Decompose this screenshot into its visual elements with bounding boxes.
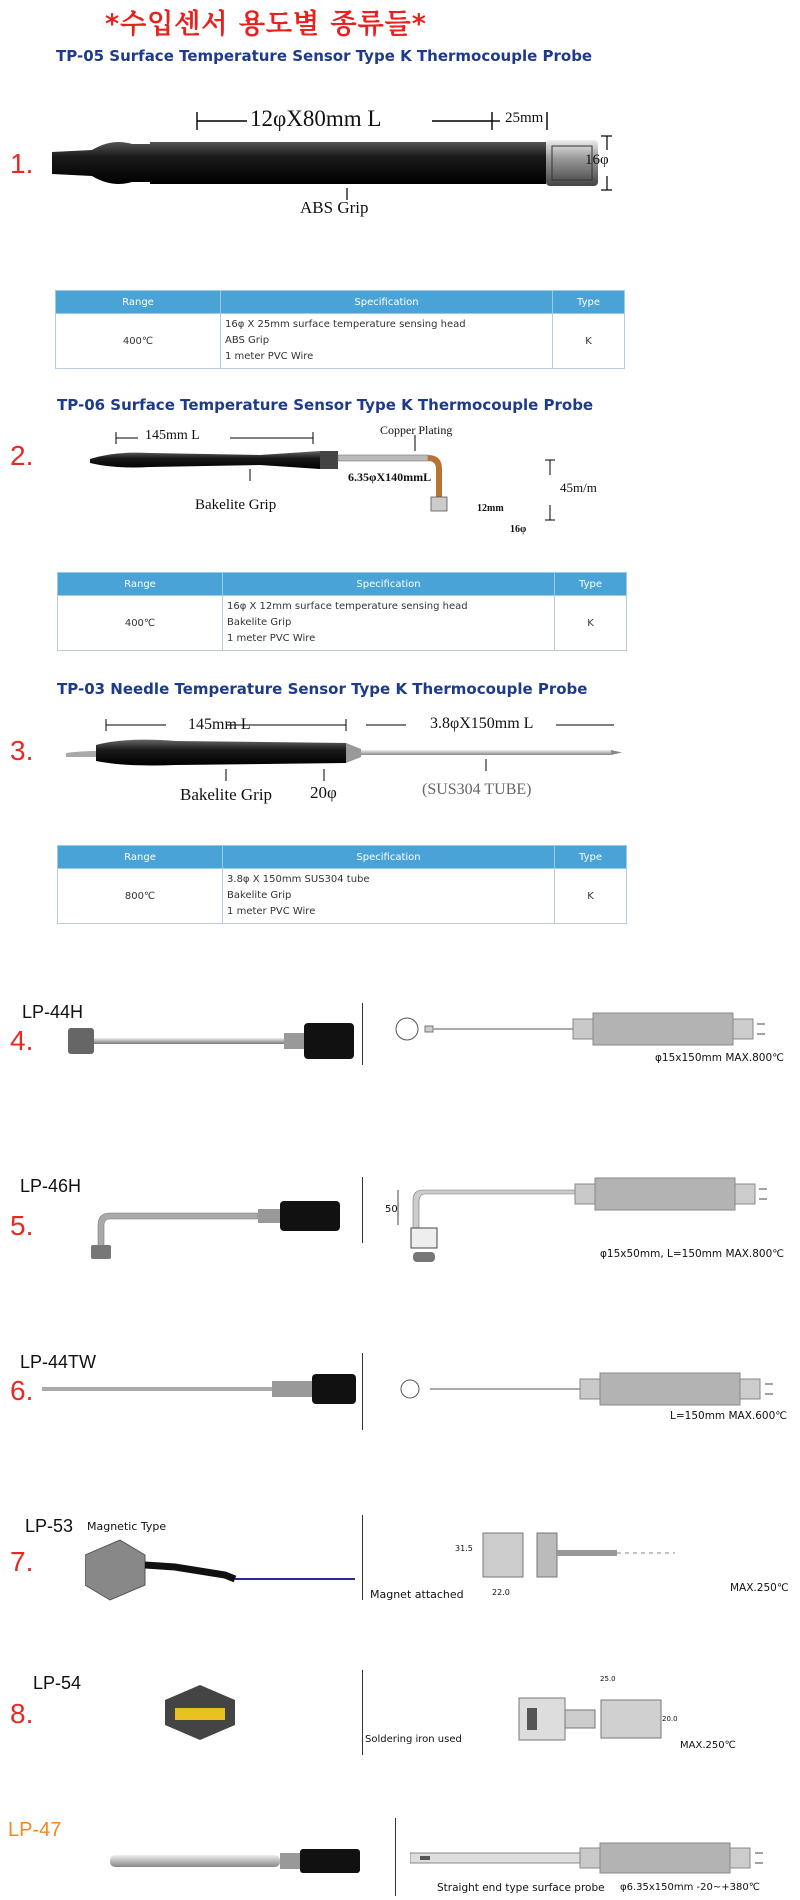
tp05-grip-label: ABS Grip xyxy=(300,198,369,217)
lp47-model: LP-47 xyxy=(8,1819,62,1841)
lp53-note: Magnet attached xyxy=(370,1588,464,1601)
probe-4-number: 4. xyxy=(10,1025,34,1056)
spec-line: 1 meter PVC Wire xyxy=(225,351,314,362)
divider xyxy=(362,1177,363,1243)
spec-line: Bakelite Grip xyxy=(227,617,292,628)
tp06-spec-table xyxy=(57,572,627,651)
spec-line: 1 meter PVC Wire xyxy=(227,633,316,644)
tp06-tube-label: 6.35φX140mmL xyxy=(348,470,432,484)
probe-5-number: 5. xyxy=(10,1210,34,1241)
tp03-probe-diagram xyxy=(66,715,626,795)
section-3-title: TP-03 Needle Temperature Sensor Type K Thermocouple Probe xyxy=(57,680,588,698)
lp53-photo xyxy=(85,1535,355,1605)
lp53-caption: MAX.250℃ xyxy=(730,1582,789,1594)
divider xyxy=(362,1003,363,1065)
tp05-dia-label: 16φ xyxy=(585,152,609,168)
lp54-dim-a: 25.0 xyxy=(600,1675,616,1683)
table-cell-range: 400℃ xyxy=(58,596,223,651)
tp05-length-label: 12φX80mm L xyxy=(250,106,382,131)
lp44tw-drawing xyxy=(395,1365,795,1415)
tp03-length-label: 145mm L xyxy=(188,716,251,733)
table-header-range: Range xyxy=(58,573,223,596)
lp44h-caption: φ15x150mm MAX.800℃ xyxy=(655,1052,784,1064)
table-header-range: Range xyxy=(56,291,221,314)
page-title: *수입센서 용도별 종류들* xyxy=(105,9,427,40)
table-cell-range: 800℃ xyxy=(58,869,223,924)
lp47-note: Straight end type surface probe xyxy=(437,1882,605,1894)
tp06-height-label: 45m/m xyxy=(560,480,597,495)
tp03-tube-label: 3.8φX150mm L xyxy=(430,715,534,732)
spec-line: Bakelite Grip xyxy=(227,890,292,901)
table-cell-spec xyxy=(221,314,553,369)
lp47-photo xyxy=(110,1845,370,1880)
table-header-range: Range xyxy=(58,846,223,869)
lp44h-model: LP-44H xyxy=(22,1002,84,1022)
table-header-type: Type xyxy=(555,573,627,596)
lp44tw-model: LP-44TW xyxy=(20,1352,97,1372)
tp05-head-label: 25mm xyxy=(505,110,544,126)
table-header-type: Type xyxy=(555,846,627,869)
table-cell-type: K xyxy=(553,314,625,369)
lp46h-caption: φ15x50mm, L=150mm MAX.800℃ xyxy=(600,1248,785,1260)
tp06-head-label: 12mm xyxy=(477,503,504,514)
lp44h-drawing xyxy=(395,1005,795,1055)
tp03-material-label: (SUS304 TUBE) xyxy=(422,781,532,798)
lp44tw-caption: L=150mm MAX.600℃ xyxy=(670,1410,788,1422)
lp46h-photo xyxy=(88,1195,358,1265)
table-cell-type: K xyxy=(555,869,627,924)
section-3-number: 3. xyxy=(10,735,34,766)
lp54-photo xyxy=(160,1680,240,1745)
spec-line: 1 meter PVC Wire xyxy=(227,906,316,917)
divider xyxy=(395,1818,396,1896)
lp54-dim-b: 20.0 xyxy=(662,1715,678,1723)
tp06-dia-label: 16φ xyxy=(510,524,527,535)
lp54-model: LP-54 xyxy=(33,1673,82,1693)
tp03-spec-table xyxy=(57,845,627,924)
table-header-spec: Specification xyxy=(223,846,555,869)
probe-8-number: 8. xyxy=(10,1698,34,1729)
divider xyxy=(362,1515,363,1600)
spec-line: ABS Grip xyxy=(225,335,270,346)
lp53-subtitle: Magnetic Type xyxy=(87,1520,167,1533)
tp03-grip-label: Bakelite Grip xyxy=(180,785,273,804)
lp54-note: Soldering iron used xyxy=(365,1734,462,1745)
section-1-title: TP-05 Surface Temperature Sensor Type K Thermocouple Probe xyxy=(56,47,593,65)
probe-6-number: 6. xyxy=(10,1375,34,1406)
divider xyxy=(362,1353,363,1430)
table-cell-type: K xyxy=(555,596,627,651)
lp53-dim-a: 31.5 xyxy=(455,1544,473,1553)
table-header-spec: Specification xyxy=(223,573,555,596)
section-1-number: 1. xyxy=(10,148,34,179)
lp46h-model: LP-46H xyxy=(20,1176,82,1196)
divider xyxy=(362,1670,363,1755)
lp44h-photo xyxy=(68,1015,358,1075)
lp54-drawing xyxy=(515,1690,675,1750)
tp06-grip-label: Bakelite Grip xyxy=(195,497,277,513)
table-cell-range: 400℃ xyxy=(56,314,221,369)
section-2-number: 2. xyxy=(10,440,34,471)
lp47-caption: φ6.35x150mm -20~+380℃ xyxy=(620,1882,760,1893)
tp05-spec-table xyxy=(55,290,625,369)
lp46h-dim: 50 xyxy=(385,1204,398,1215)
table-header-spec: Specification xyxy=(221,291,553,314)
table-cell-spec xyxy=(223,869,555,924)
lp47-drawing xyxy=(410,1838,790,1878)
tp06-plating-label: Copper Plating xyxy=(380,423,453,437)
lp44tw-photo xyxy=(42,1365,358,1415)
tp03-dia-label: 20φ xyxy=(310,783,337,802)
spec-line: 3.8φ X 150mm SUS304 tube xyxy=(227,874,370,885)
table-header-type: Type xyxy=(553,291,625,314)
lp54-caption: MAX.250℃ xyxy=(680,1740,736,1751)
lp53-model: LP-53 xyxy=(25,1516,74,1536)
lp53-drawing xyxy=(475,1525,675,1595)
probe-7-number: 7. xyxy=(10,1546,34,1577)
spec-line: 16φ X 25mm surface temperature sensing head xyxy=(225,319,466,330)
spec-line: 16φ X 12mm surface temperature sensing head xyxy=(227,601,468,612)
tp06-length-label: 145mm L xyxy=(145,428,200,443)
section-2-title: TP-06 Surface Temperature Sensor Type K Thermocouple Probe xyxy=(57,396,594,414)
table-cell-spec xyxy=(223,596,555,651)
lp53-dim-b: 22.0 xyxy=(492,1588,510,1597)
